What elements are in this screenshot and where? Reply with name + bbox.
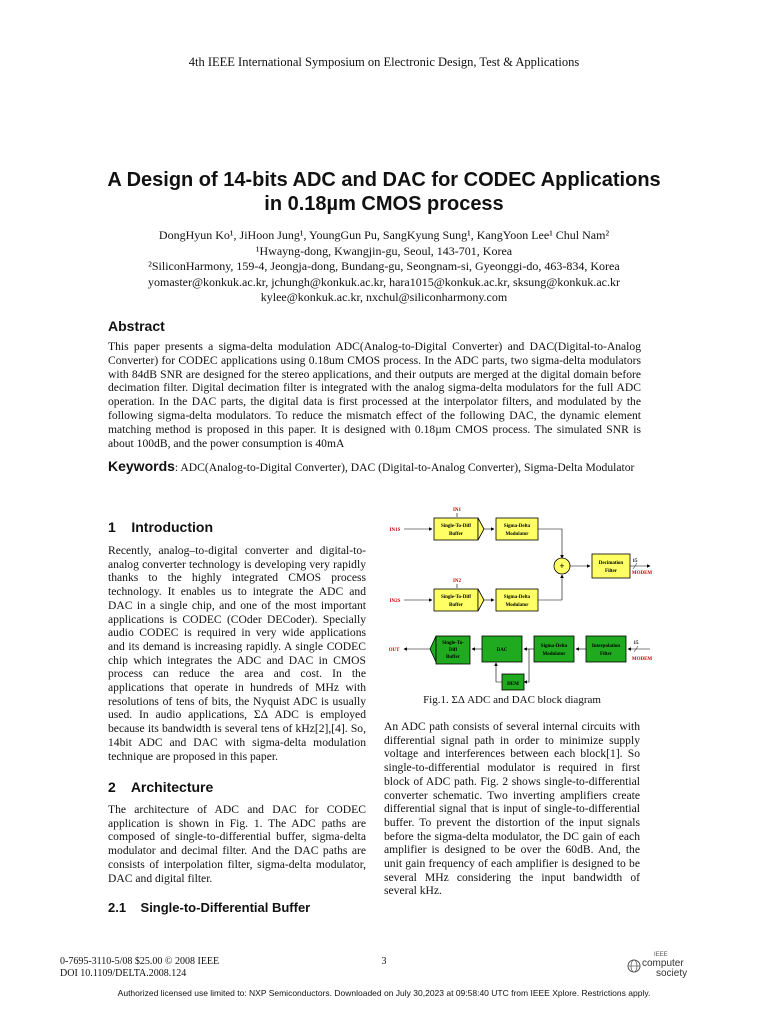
bus-width-dac: 15 <box>633 641 639 646</box>
label-in1: IN1 <box>452 508 462 513</box>
logo-society: society <box>656 968 688 979</box>
dac-sdm-label-2: Modulator <box>542 652 566 657</box>
author-emails-2: kylee@konkuk.ac.kr, nxchul@siliconharmony.com <box>260 290 508 305</box>
summer-plus: + <box>559 561 565 571</box>
adc1-sdm-label-2: Modulator <box>505 532 529 537</box>
keywords-block <box>108 460 641 475</box>
ieee-computer-society-logo <box>626 951 696 981</box>
footer-isbn: 0-7695-3110-5/08 $25.00 © 2008 IEEE <box>60 956 220 967</box>
dac-s2d-label-3: Buffer <box>446 655 460 660</box>
logo-computer: computer <box>642 958 684 969</box>
section-2-1-heading: 2.1 Single-to-Differential Buffer <box>108 900 311 915</box>
affiliation-1: ¹Hwayng-dong, Kwangjin-gu, Seoul, 143-701, Korea <box>255 243 513 258</box>
modem-label-dac: MODEM <box>631 657 653 662</box>
title-line-2: in 0.18µm CMOS process <box>264 193 504 215</box>
adc1-s2d-label-1: Single-To-Diff <box>440 524 472 529</box>
interpolation-label-1: Interpolation <box>591 644 621 649</box>
label-in1s: IN1S <box>389 528 401 533</box>
author-block <box>60 228 708 306</box>
section-1-body: Recently, analog–to-digital converter and digital-to-analog converter technology is developing very rapidly thanks to the highly integrated CMOS process technology. It enables us to integrate the ADC and DAC in a single chip, and one of the most important applications is CODEC (COder DECoder). Specially audio CODEC is required in very wide applications and its demand is increasing rapidly. A single CODEC chip which integrates the ADC and DAC in CMOS process can reduce the area and cost. In the applications that operate in hundreds of MHz with resolutions of tens of bits, the Nyquist ADC is usually used. In audio applications, ΣΔ ADC is employed because its bandwidth is several tens of kHz[2],[4]. So, 14bit ADC and DAC with sigma-delta modulation technique are proposed in this paper. <box>108 544 366 763</box>
paper-title <box>60 168 708 216</box>
interpolation-filter <box>586 636 626 662</box>
section-2-heading: 2 Architecture <box>108 779 214 795</box>
abstract-body: This paper presents a sigma-delta modulation ADC(Analog-to-Digital Converter) and DAC(Digital-to-Analog Converter) for CODEC applications using 0.18um CMOS process. In the ADC parts, two sigma-delta modulators with 84dB SNR are designed for the stereo applications, and their outputs are merged at the digital domain before decimation filter. Digital decimation filter is integrated with the analog sigma-delta modulators for the full ADC operation. In the DAC parts, the digital data is first processed at the interpolator filters, and modulated by the following sigma-delta modulators. To reduce the mismatch effect of the following DAC, the dynamic element matching method is proposed in this paper. It is designed with 0.18µm CMOS process. The simulated SNR is about 100dB, and the power consumption is 40mA <box>108 340 641 450</box>
decimation-label-1: Decimation <box>598 561 624 566</box>
abstract-heading: Abstract <box>108 318 165 334</box>
decimation-filter <box>592 554 630 578</box>
footer-copyright <box>60 956 219 980</box>
interpolation-label-2: Filter <box>600 652 612 657</box>
author-names: DongHyun Ko¹, JiHoon Jung¹, YoungGun Pu, SangKyung Sung¹, KangYoon Lee¹ Chul Nam² <box>158 228 610 242</box>
license-notice: Authorized licensed use limited to: NXP Semiconductors. Downloaded on July 30,2023 at 09:58:40 UTC from IEEE Xplore. Restrictions apply. <box>117 988 651 998</box>
conference-header: 4th IEEE International Symposium on Electronic Design, Test & Applications <box>188 55 580 69</box>
decimation-label-2: Filter <box>605 569 617 574</box>
block-diagram-figure <box>384 500 656 696</box>
affiliation-2: ²SiliconHarmony, 159-4, Jeongja-dong, Bundang-gu, Seongnam-si, Gyeonggi-do, 463-834, Korea <box>148 259 620 274</box>
adc1-sdm-label-1: Sigma-Delta <box>503 524 531 529</box>
keywords-body: : ADC(Analog-to-Digital Converter), DAC (Digital-to-Analog Converter), Sigma-Delta Modulator <box>174 461 635 474</box>
adc1-s2d-label-2: Buffer <box>449 532 463 537</box>
adc2-s2d-label-1: Single-To-Diff <box>440 595 472 600</box>
modem-label-adc: MODEM <box>631 571 653 576</box>
logo-ieee: IEEE <box>654 952 668 958</box>
title-line-1: A Design of 14-bits ADC and DAC for CODEC Applications <box>107 169 661 191</box>
dac-sdm-label-1: Sigma-Delta <box>540 644 568 649</box>
label-in2s: IN2S <box>389 599 401 604</box>
adc2-sdm-label-1: Sigma-Delta <box>503 595 531 600</box>
label-out: OUT <box>388 648 400 653</box>
bus-width-adc: 15 <box>632 559 638 564</box>
author-emails-1: yomaster@konkuk.ac.kr, jchungh@konkuk.ac.kr, hara1015@konkuk.ac.kr, sksung@konkuk.ac.kr <box>148 274 620 289</box>
section-1-heading: 1 Introduction <box>108 519 213 535</box>
dac-s2d-label-1: Single-To- <box>442 641 464 646</box>
figure-caption: Fig.1. ΣΔ ADC and DAC block diagram <box>423 694 601 706</box>
section-2-body: The architecture of ADC and DAC for CODEC application is shown in Fig. 1. The ADC paths are composed of single-to-differential buffer, sigma-delta modulator and decimal filter. And the DAC paths are consists of interpolation filter, sigma-delta modulator, DAC and digital filter. <box>108 803 366 885</box>
label-in2: IN2 <box>452 579 462 584</box>
adc2-sdm-label-2: Modulator <box>505 603 529 608</box>
dac-s2d-label-2: Diff <box>448 648 458 653</box>
keywords-heading: Keywords <box>108 458 175 474</box>
adc2-s2d-label-2: Buffer <box>449 603 463 608</box>
dem-label: DEM <box>507 682 519 687</box>
dac-label: DAC <box>496 648 508 653</box>
page-number: 3 <box>381 956 387 967</box>
right-column-body: An ADC path consists of several internal circuits with differential signal path in order to minimize supply voltage and interferences between each block[1]. So single-to-differential modulator is required in first block of ADC path. Fig. 2 shows single-to-differential converter schematic. Two inverting amplifiers create differential signal that is input of single-to-differential buffer. To prevent the distortion of the input signals before the sigma-delta modulator, the DC gain of each amplifier is designed to be over the 60dB. And, the unit gain frequency of each amplifier is designed to be several MHz considering the input bandwidth of several kHz. <box>384 720 640 898</box>
footer-doi: DOI 10.1109/DELTA.2008.124 <box>60 968 187 979</box>
dac-sdm <box>534 636 574 662</box>
